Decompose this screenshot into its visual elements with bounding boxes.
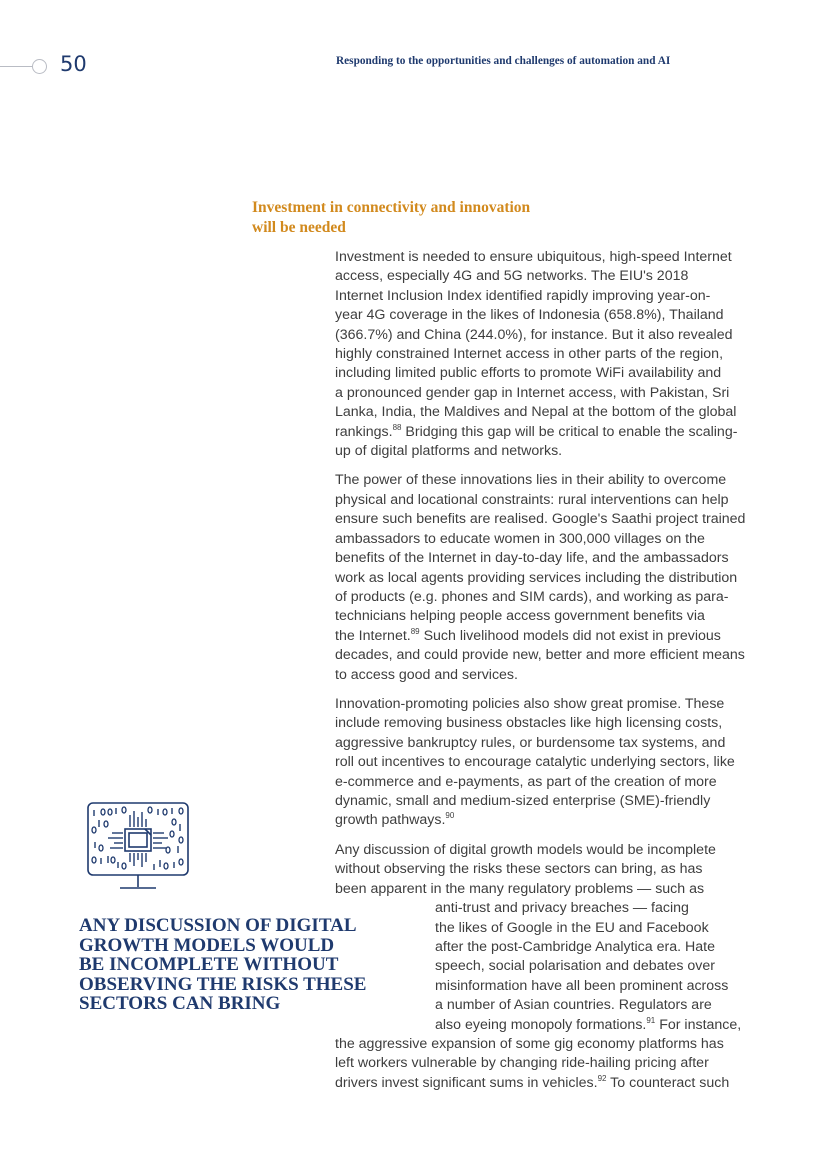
- text-line: Internet Inclusion Index identified rapidly improving year-on-: [335, 287, 711, 304]
- text-fragment: drivers invest significant sums in vehicles.: [335, 1074, 598, 1091]
- footnote-ref-88[interactable]: 88: [392, 422, 402, 432]
- text-line: to access good and services.: [335, 666, 518, 683]
- text-line: [335, 1016, 751, 1035]
- text-line: roll out incentives to encourage catalytic underlying sectors, like: [335, 754, 735, 771]
- text-line: Investment is needed to ensure ubiquitous, high-speed Internet: [335, 249, 732, 265]
- text-line: including limited public efforts to promote WiFi availability and: [335, 365, 722, 382]
- pull-quote-line: ANY DISCUSSION OF DIGITAL: [79, 915, 357, 936]
- section-heading-line-1: Investment in connectivity and innovation: [252, 199, 531, 216]
- page-number: 50: [60, 52, 87, 76]
- pull-quote-line: OBSERVING THE RISKS THESE: [79, 973, 367, 995]
- running-title: Responding to the opportunities and challenges of automation and AI: [336, 55, 671, 67]
- text-line: up of digital platforms and networks.: [335, 443, 563, 460]
- paragraph-3: [335, 695, 751, 831]
- text-line: rankings.: [335, 423, 393, 440]
- footnote-ref-90[interactable]: 90: [445, 811, 455, 821]
- pull-quote-line: GROWTH MODELS WOULD: [79, 934, 335, 956]
- text-line: a pronounced gender gap in Internet access, with Pakistan, Sri: [335, 384, 730, 401]
- text-line: anti-trust and privacy breaches — facing: [435, 900, 689, 917]
- text-line: ambassadors to educate women in 300,000 villages on the: [335, 530, 705, 547]
- text-line: access, especially 4G and 5G networks. The EIU's 2018: [335, 268, 689, 285]
- text-line: [335, 1074, 751, 1093]
- text-line: the Internet.: [335, 627, 411, 644]
- text-line: technicians helping people access government benefits via: [335, 608, 705, 625]
- text-line: left workers vulnerable by changing ride-hailing pricing after: [335, 1055, 709, 1072]
- text-fragment: To counteract such: [606, 1074, 730, 1091]
- text-line: Innovation-promoting policies also show great promise. These: [335, 695, 725, 712]
- section-heading-line-2: will be needed: [252, 219, 346, 236]
- text-fragment: For instance,: [655, 1016, 742, 1033]
- computer-chip-monitor-icon: [86, 800, 190, 892]
- pull-quote-line: SECTORS CAN BRING: [79, 993, 281, 1015]
- text-line: aggressive bankruptcy rules, or burdensome tax systems, and: [335, 734, 726, 751]
- paragraph-2: [335, 471, 751, 684]
- header-circle-marker: [32, 59, 47, 74]
- text-line: physical and locational constraints: rural interventions can help: [335, 491, 729, 508]
- footnote-ref-89[interactable]: 89: [410, 626, 420, 636]
- text-line: Bridging this gap will be critical to enable the scaling-: [401, 423, 738, 440]
- text-line: the aggressive expansion of some gig economy platforms has: [335, 1036, 724, 1053]
- body-text: [335, 248, 751, 841]
- pull-quote: [79, 916, 399, 1014]
- text-line: Such livelihood models did not exist in previous: [419, 627, 721, 644]
- pull-quote-line: BE INCOMPLETE WITHOUT: [79, 954, 339, 976]
- footnote-ref-92[interactable]: 92: [597, 1073, 607, 1083]
- section-heading: [252, 198, 612, 238]
- text-line: decades, and could provide new, better and more efficient means: [335, 647, 745, 664]
- text-line: year 4G coverage in the likes of Indonesia (658.8%), Thailand: [335, 307, 724, 324]
- text-line: include removing business obstacles like high licensing costs,: [335, 715, 723, 732]
- text-line: the likes of Google in the EU and Facebook: [435, 919, 709, 936]
- text-line: The power of these innovations lies in their ability to overcome: [335, 472, 727, 489]
- text-line: Lanka, India, the Maldives and Nepal at the bottom of the global: [335, 404, 737, 421]
- text-line: of products (e.g. phones and SIM cards), and working as para-: [335, 588, 729, 605]
- text-line: ensure such benefits are realised. Google's Saathi project trained: [335, 511, 746, 528]
- paragraph-1: [335, 248, 751, 461]
- text-line: e-commerce and e-payments, as part of the creation of more: [335, 773, 717, 790]
- text-line: growth pathways.: [335, 812, 446, 829]
- footnote-ref-91[interactable]: 91: [646, 1015, 656, 1025]
- header-rule: [0, 66, 32, 67]
- text-line: misinformation have all been prominent across: [435, 977, 729, 994]
- text-line: dynamic, small and medium-sized enterprise (SME)-friendly: [335, 792, 711, 809]
- text-line: without observing the risks these sectors can bring, as has: [335, 861, 703, 878]
- text-fragment: also eyeing monopoly formations.: [435, 1016, 647, 1033]
- text-line: highly constrained Internet access in other parts of the region,: [335, 346, 724, 363]
- text-line: speech, social polarisation and debates over: [435, 958, 715, 975]
- text-line: been apparent in the many regulatory problems — such as: [335, 880, 705, 897]
- text-line: a number of Asian countries. Regulators are: [435, 997, 712, 1014]
- text-line: benefits of the Internet in day-to-day life, and the ambassadors: [335, 550, 729, 567]
- text-line: Any discussion of digital growth models would be incomplete: [335, 842, 716, 858]
- text-line: after the post-Cambridge Analytica era. Hate: [435, 939, 715, 956]
- text-line: work as local agents providing services including the distribution: [335, 569, 738, 586]
- text-line: (366.7%) and China (244.0%), for instance. But it also revealed: [335, 326, 733, 343]
